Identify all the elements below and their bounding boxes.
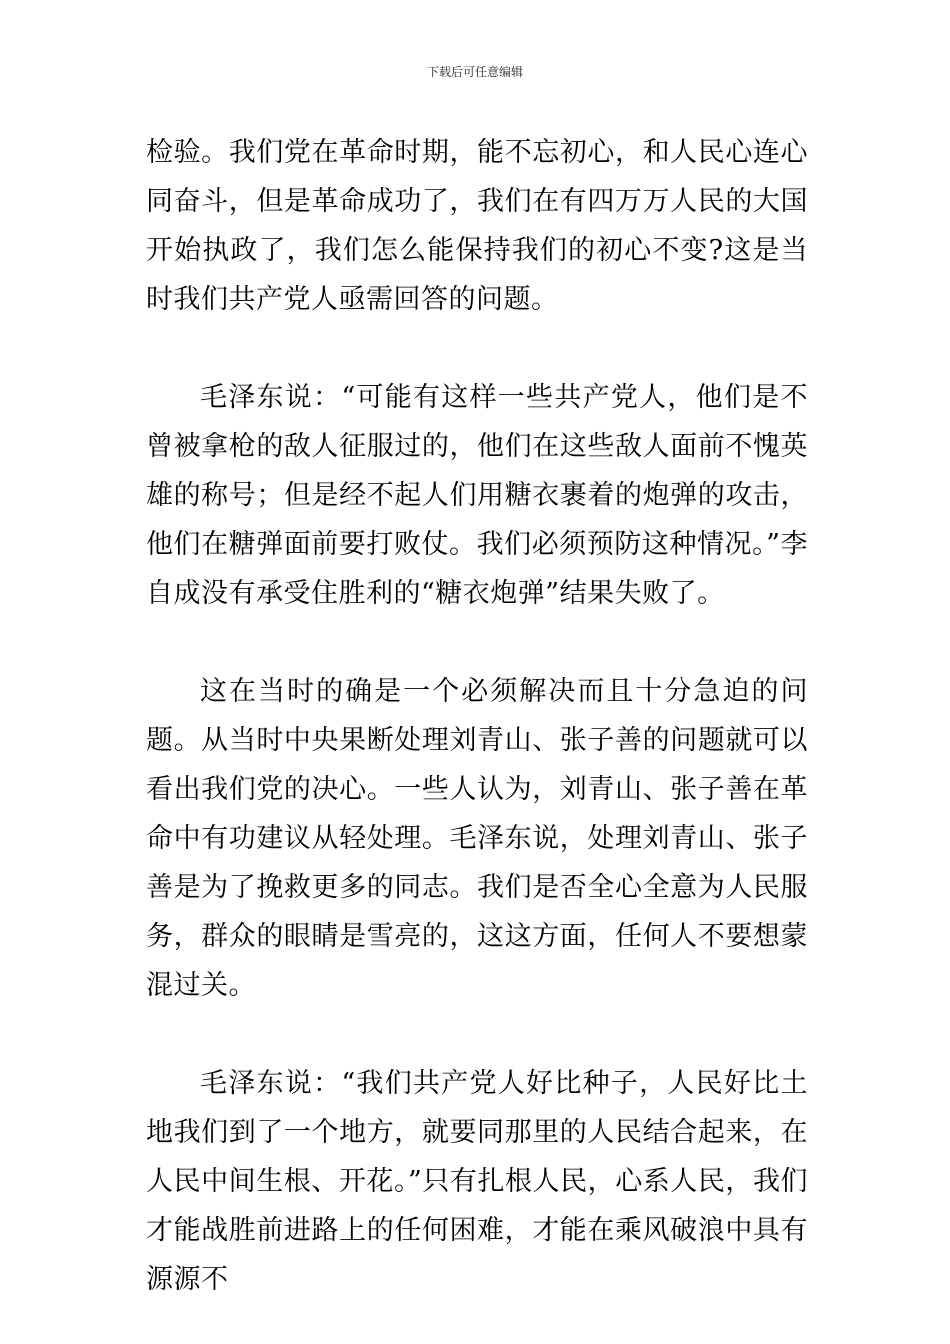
paragraph-4: 毛泽东说：“我们共产党人好比种子，人民好比土地我们到了一个地方，就要同那里的人民结合起来，在人民中间生根、开花。”只有扎根人民，心系人民，我们才能战胜前进路上的任何困难，才能在乘风破浪中具有源源不 bbox=[146, 1068, 808, 1295]
paragraph-gap bbox=[146, 1010, 808, 1059]
paragraph-gap bbox=[146, 618, 808, 667]
paragraph-1: 检验。我们党在革命时期，能不忘初心，和人民心连心同奋斗，但是革命成功了，我们在有四万万人民的大国开始执政了，我们怎么能保持我们的初心不变?这是当时我们共产党人亟需回答的问题。 bbox=[146, 137, 808, 315]
paragraph-gap bbox=[146, 324, 808, 373]
page-header: 下载后可任意编辑 bbox=[426, 65, 523, 79]
paragraph-2: 毛泽东说：“可能有这样一些共产党人，他们是不曾被拿枪的敌人征服过的，他们在这些敌人面前不愧英雄的称号；但是经不起人们用糖衣裹着的炮弹的攻击，他们在糖弹面前要打败仗。我们必须预防这种情况。”李自成没有承受住胜利的“糖衣炮弹”结果失败了。 bbox=[146, 382, 808, 609]
paragraph-3: 这在当时的确是一个必须解决而且十分急迫的问题。从当时中央果断处理刘青山、张子善的问题就可以看出我们党的决心。一些人认为，刘青山、张子善在革命中有功建议从轻处理。毛泽东说，处理刘青山、张子善是为了挽救更多的同志。我们是否全心全意为人民服务，群众的眼睛是雪亮的，这这方面，任何人不要想蒙混过关。 bbox=[146, 676, 808, 1001]
document-body bbox=[146, 128, 808, 1304]
